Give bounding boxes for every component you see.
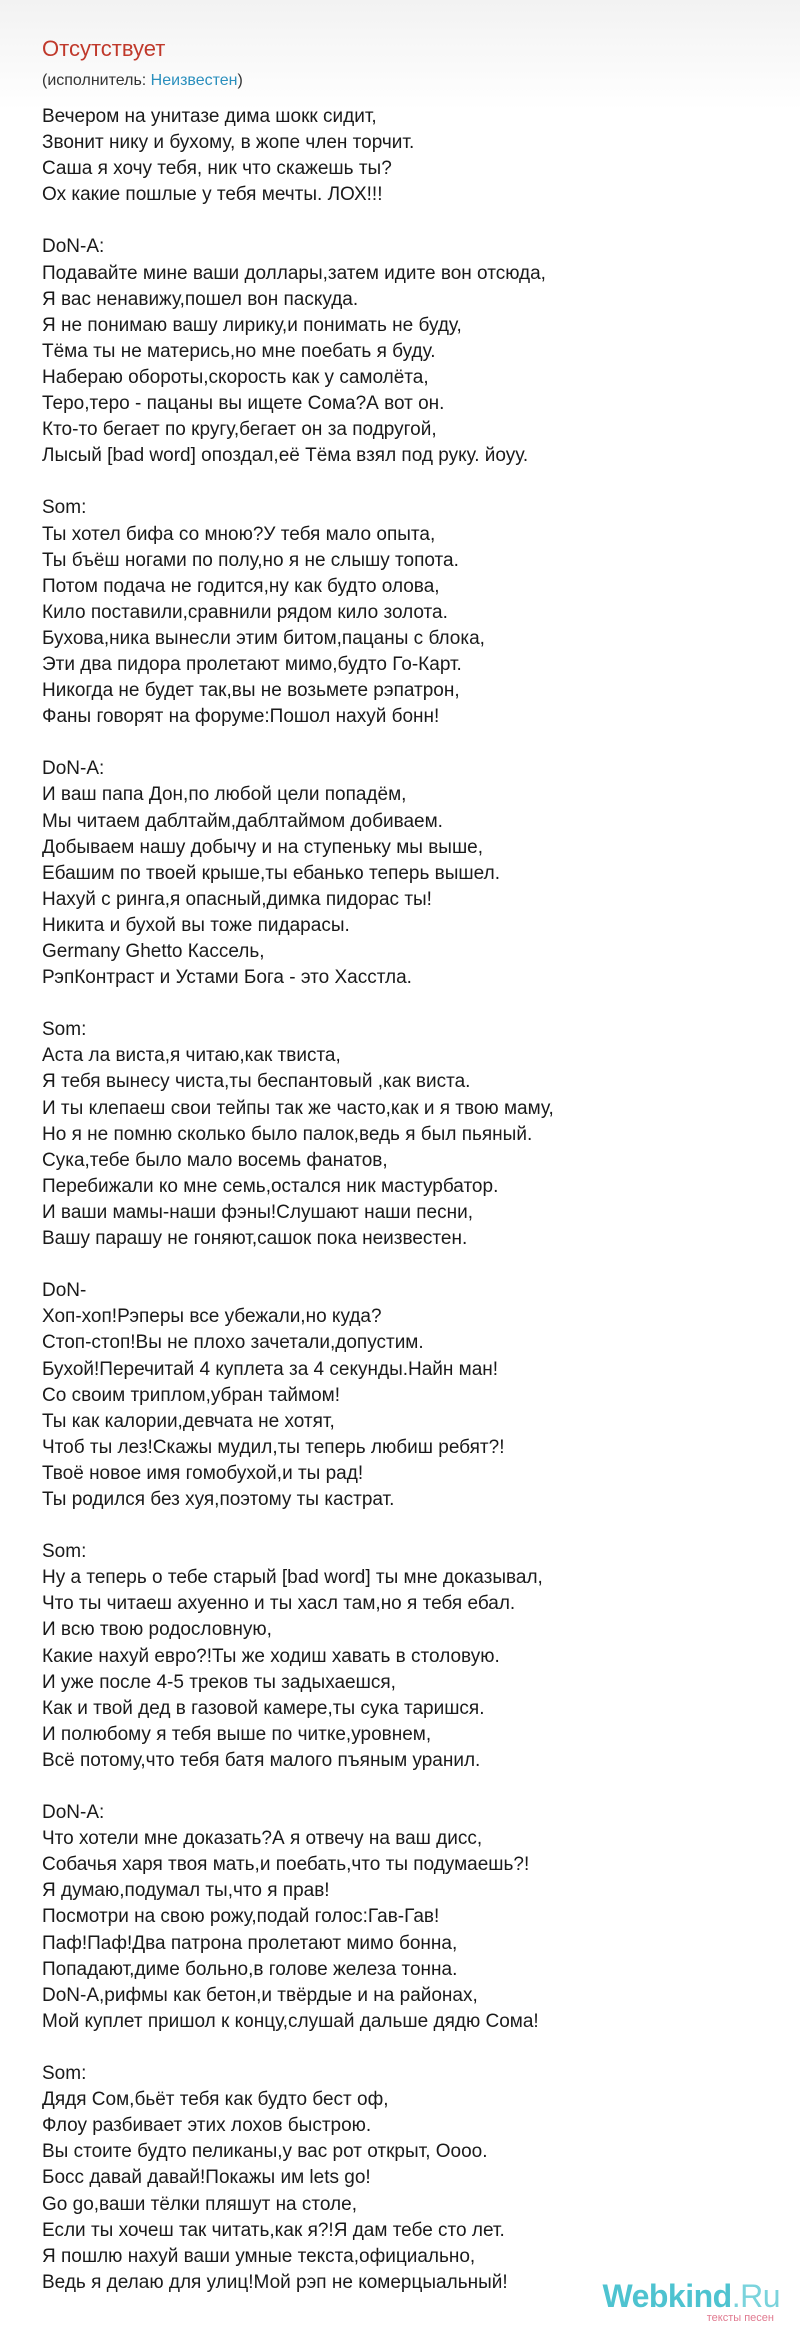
lyric-line: Чтоб ты лез!Скажы мудил,ты теперь любиш ребят?! xyxy=(42,1436,505,1458)
lyric-line: Босс давай давай!Покажы им lets go! xyxy=(42,2167,371,2189)
lyric-line: Лысый [bad word] опоздал,её Тёма взял под руку. йоуу. xyxy=(42,445,529,467)
lyric-line: Вашу парашу не гоняют,сашок пока неизвестен. xyxy=(42,1228,468,1250)
stanza-break xyxy=(42,1252,772,1278)
lyric-line: И всю твою родословную, xyxy=(42,1619,272,1641)
lyric-line: Со своим триплом,убран таймом! xyxy=(42,1384,340,1406)
stanza-break xyxy=(42,991,772,1017)
lyric-line: Вы стоите будто пеликаны,у вас рот открыт, Оооо. xyxy=(42,2141,488,2163)
lyric-line: Ох какие пошлые у тебя мечты. ЛОХ!!! xyxy=(42,184,383,206)
performer-link[interactable]: Неизвестен xyxy=(150,72,238,89)
lyric-line: Добываем нашу добычу и на ступеньку мы выше, xyxy=(42,836,484,858)
lyric-line: Som: xyxy=(42,1541,87,1563)
performer-suffix: ) xyxy=(237,72,243,89)
lyric-line: Тёма ты не матерись,но мне поебать я буду. xyxy=(42,340,436,362)
logo-brand: Webkind xyxy=(602,2278,732,2314)
lyric-line: Стоп-стоп!Вы не плохо зачетали,допустим. xyxy=(42,1332,424,1354)
song-title: Отсутствует xyxy=(42,36,166,61)
performer-prefix: (исполнитель: xyxy=(42,72,151,89)
lyric-line: И уже после 4-5 треков ты задыхаешся, xyxy=(42,1671,396,1693)
lyric-line: Никита и бухой вы тоже пидарасы. xyxy=(42,914,350,936)
lyric-line: Аста ла виста,я читаю,как твиста, xyxy=(42,1045,341,1067)
lyric-line: Теро,теро - пацаны вы ищете Сома?А вот он. xyxy=(42,393,445,415)
lyric-line: DoN- xyxy=(42,1280,87,1302)
lyric-line: Бухова,ника вынесли этим битом,пацаны с блока, xyxy=(42,627,485,649)
lyric-line: Как и твой дед в газовой камере,ты сука таришся. xyxy=(42,1697,485,1719)
lyric-line: Собачья харя твоя мать,и поебать,что ты подумаешь?! xyxy=(42,1854,530,1876)
lyric-line: Но я не помню сколько было палок,ведь я был пьяный. xyxy=(42,1123,533,1145)
lyric-line: Ведь я делаю для улиц!Мой рэп не комерцыальный! xyxy=(42,2271,508,2293)
performer-line xyxy=(42,72,243,90)
lyric-line: Флоу разбивает этих лохов быстрою. xyxy=(42,2115,372,2137)
site-logo[interactable] xyxy=(580,2278,780,2322)
lyric-line: Посмотри на свою рожу,подай голос:Гав-Гав! xyxy=(42,1906,440,1928)
lyric-line: Ну а теперь о тебе старый [bad word] ты мне доказывал, xyxy=(42,1567,543,1589)
lyric-line: Ебашим по твоей крыше,ты ебанько теперь вышел. xyxy=(42,862,500,884)
lyric-line: Som: xyxy=(42,2063,87,2085)
lyric-line: DoN-A,рифмы как бетон,и твёрдые и на районах, xyxy=(42,1984,478,2006)
lyric-line: И ваш папа Дон,по любой цели попадём, xyxy=(42,784,407,806)
stanza-break xyxy=(42,469,772,495)
lyric-line: Мой куплет пришол к концу,слушай дальше дядю Сома! xyxy=(42,2010,539,2032)
lyric-line: Нахуй с ринга,я опасный,димка пидорас ты! xyxy=(42,888,432,910)
lyrics-body xyxy=(42,104,772,2296)
lyric-line: Подавайте мине ваши доллары,затем идите вон отсюда, xyxy=(42,262,546,284)
logo-tld: .Ru xyxy=(731,2278,780,2314)
lyric-line: Что ты читаеш ахуенно и ты хасл там,но я тебя ебал. xyxy=(42,1593,516,1615)
lyric-line: Перебижали ко мне семь,остался ник мастурбатор. xyxy=(42,1175,499,1197)
lyric-line: DoN-A: xyxy=(42,236,105,258)
lyric-line: Фаны говорят на форуме:Пошол нахуй бонн! xyxy=(42,706,440,728)
lyric-line: РэпКонтраст и Устами Бога - это Хасстла. xyxy=(42,967,412,989)
stanza-break xyxy=(42,1513,772,1539)
lyric-line: И ваши мамы-наши фэны!Слушают наши песни, xyxy=(42,1201,474,1223)
lyric-line: Мы читаем даблтайм,даблтаймом добиваем. xyxy=(42,810,443,832)
lyric-line: И ты клепаеш свои тейпы так же часто,как и я твою маму, xyxy=(42,1097,554,1119)
lyric-line: Som: xyxy=(42,497,87,519)
lyric-line: Твоё новое имя гомобухой,и ты рад! xyxy=(42,1462,364,1484)
lyric-line: Набераю обороты,скорость как у самолёта, xyxy=(42,366,429,388)
lyric-line: И полюбому я тебя выше по читке,уровнем, xyxy=(42,1723,432,1745)
lyric-line: Что хотели мне доказать?А я отвечу на ваш дисс, xyxy=(42,1828,483,1850)
lyric-line: Я вас ненавижу,пошел вон паскуда. xyxy=(42,288,359,310)
stanza-break xyxy=(42,730,772,756)
lyric-line: Бухой!Перечитай 4 куплета за 4 секунды.Найн ман! xyxy=(42,1358,499,1380)
lyric-line: Кило поставили,сравнили рядом кило золота. xyxy=(42,601,448,623)
lyric-line: DoN-A: xyxy=(42,758,105,780)
lyric-line: Попадают,диме больно,в голове железа тонна. xyxy=(42,1958,458,1980)
lyric-line: Я не понимаю вашу лирику,и понимать не буду, xyxy=(42,314,462,336)
lyric-line: Эти два пидора пролетают мимо,будто Го-Карт. xyxy=(42,653,462,675)
lyric-line: Я пошлю нахуй ваши умные текста,официально, xyxy=(42,2245,476,2267)
lyric-line: Дядя Сом,бьёт тебя как будто бест оф, xyxy=(42,2089,389,2111)
lyric-line: Никогда не будет так,вы не возьмете рэпатрон, xyxy=(42,680,460,702)
lyric-line: Саша я хочу тебя, ник что скажешь ты? xyxy=(42,158,392,180)
stanza-break xyxy=(42,2035,772,2061)
lyric-line: Germany Ghetto Кассель, xyxy=(42,941,265,962)
lyric-line: Ты родился без хуя,поэтому ты кастрат. xyxy=(42,1488,395,1510)
lyric-line: Я думаю,подумал ты,что я прав! xyxy=(42,1880,330,1902)
lyric-line: Если ты хочеш так читать,как я?!Я дам тебе сто лет. xyxy=(42,2219,505,2241)
lyric-line: Звонит нику и бухому, в жопе член торчит. xyxy=(42,132,415,154)
logo-tagline: тексты песен xyxy=(706,2312,774,2324)
lyric-line: Ты бъёш ногами по полу,но я не слышу топота. xyxy=(42,549,459,571)
lyric-line: Сука,тебе было мало восемь фанатов, xyxy=(42,1149,388,1171)
lyric-line: Какие нахуй евро?!Ты же ходиш хавать в столовую. xyxy=(42,1645,500,1667)
lyric-line: Ты как калории,девчата не хотят, xyxy=(42,1410,335,1432)
stanza-break xyxy=(42,208,772,234)
lyric-line: Ты хотел бифа со мною?У тебя мало опыта, xyxy=(42,523,436,545)
logo-wordmark xyxy=(602,2278,780,2315)
lyric-line: Som: xyxy=(42,1019,87,1041)
stanza-break xyxy=(42,1774,772,1800)
lyric-line: Кто-то бегает по кругу,бегает он за подругой, xyxy=(42,419,437,441)
lyric-line: DoN-A: xyxy=(42,1802,105,1824)
lyric-line: Хоп-хоп!Рэперы все убежали,но куда? xyxy=(42,1306,382,1328)
lyric-line: Я тебя вынесу чиста,ты беспантовый ,как виста. xyxy=(42,1071,471,1093)
lyric-line: Go go,ваши тёлки пляшут на столе, xyxy=(42,2193,357,2215)
lyric-line: Паф!Паф!Два патрона пролетают мимо бонна, xyxy=(42,1932,458,1954)
lyric-line: Вечером на унитазе дима шокк сидит, xyxy=(42,106,377,127)
lyric-line: Всё потому,что тебя батя малого пъяным уранил. xyxy=(42,1749,481,1771)
lyric-line: Потом подача не годится,ну как будто олова, xyxy=(42,575,440,597)
